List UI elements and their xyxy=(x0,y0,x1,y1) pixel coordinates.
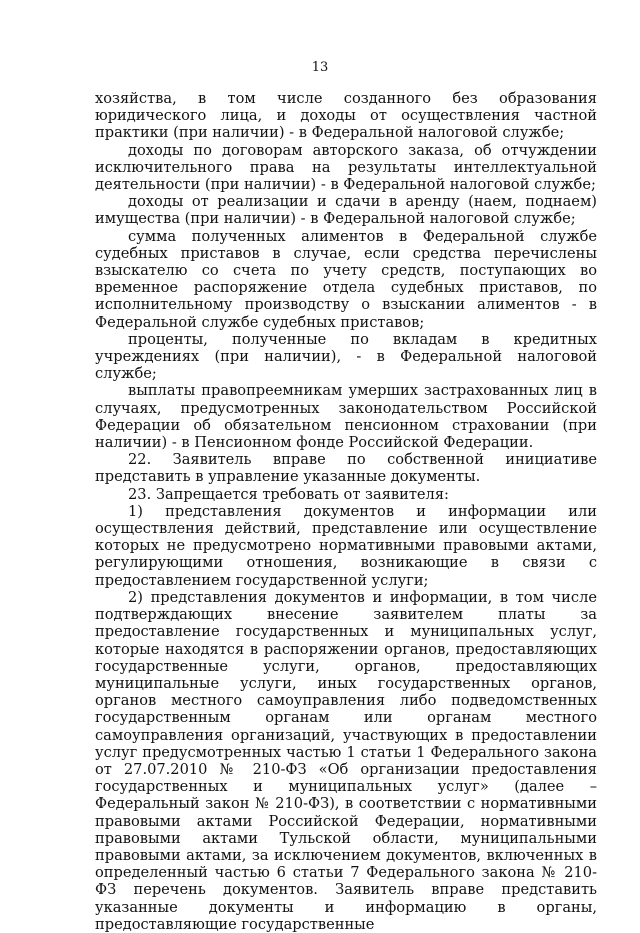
paragraph: 23. Запрещается требовать от заявителя: xyxy=(128,485,449,503)
paragraph: сумма полученных алиментов в Федеральной службе судебных приставов в случае, если средства перечислены взыскателю со счета по учету средств, поступающих во временное распоряжение отдела судебных приставов, по исполнительному производству о взыскании алиментов - в Федеральной службе судебных приставов; xyxy=(95,227,597,331)
paragraph: 1) представления документов и информации или осуществления действий, представление или осуществление которых не предусмотрено нормативными правовыми актами, регулирующими отношения, возникающие в связи с предоставлением государственной услуги; xyxy=(95,502,597,589)
paragraph: выплаты правопреемникам умерших застрахованных лиц в случаях, предусмотренных законодательством Российской Федерации об обязательном пенсионном страховании (при наличии) - в Пенсионном фонде Российской Федерации. xyxy=(95,382,597,452)
page-number: 13 xyxy=(311,60,329,75)
paragraph: доходы от реализации и сдачи в аренду (наем, поднаем) имущества (при наличии) - в Федеральной налоговой службе; xyxy=(95,193,597,228)
paragraph: 22. Заявитель вправе по собственной инициативе представить в управление указанные документы. xyxy=(95,451,597,486)
paragraph: доходы по договорам авторского заказа, об отчуждении исключительного права на результаты интеллектуальной деятельности (при наличии) - в Федеральной налоговой службе; xyxy=(95,141,597,194)
document-body xyxy=(95,90,597,933)
paragraph: 2) представления документов и информации, в том числе подтверждающих внесение заявителем платы за предоставление государственных и муниципальных услуг, которые находятся в распоряжении органов, предоставляющих государственные услуги, органов, предоставляющих муниципальные услуги, иных государственных органов, органов местного самоуправления либо подведомственных государственным органам или органам местного самоуправления организаций, участвующих в предоставлении услуг предусмотренных частью 1 статьи 1 Федерального закона от 27.07.2010 № 210-ФЗ «Об организации предоставления государственных и муниципальных услуг» (далее – Федеральный закон № 210-ФЗ), в соответствии с нормативными правовыми актами Российской Федерации, нормативными правовыми актами Тульской области, муниципальными правовыми актами, за исключением документов, включенных в определенный частью 6 статьи 7 Федерального закона № 210-ФЗ перечень документов. Заявитель вправе представить указанные документы и информацию в органы, предоставляющие государственные xyxy=(95,588,597,933)
paragraph: проценты, полученные по вкладам в кредитных учреждениях (при наличии), - в Федеральной налоговой службе; xyxy=(95,330,597,383)
paragraph: хозяйства, в том числе созданного без образования юридического лица, и доходы от осуществления частной практики (при наличии) - в Федеральной налоговой службе; xyxy=(95,90,597,142)
